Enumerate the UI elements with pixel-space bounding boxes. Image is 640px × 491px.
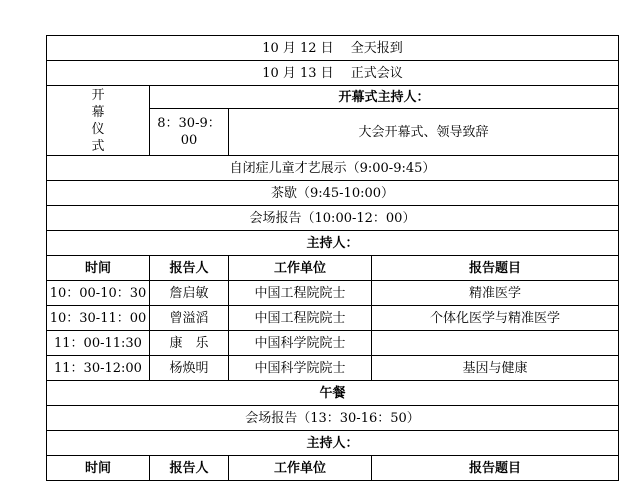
day1-row <box>47 36 619 61</box>
show-row <box>47 156 619 181</box>
row-topic <box>372 331 619 356</box>
row-topic: 基因与健康 <box>372 356 619 381</box>
tea-cell: 茶歇（9:45-10:00） <box>47 181 619 206</box>
header-speaker: 报告人 <box>150 256 229 281</box>
row-speaker: 曾溢滔 <box>150 306 229 331</box>
session2-title: 会场报告（13：30-16：50） <box>47 406 619 431</box>
header-topic: 报告题目 <box>372 456 619 481</box>
session1-header-row <box>47 256 619 281</box>
session1-title: 会场报告（10:00-12：00） <box>47 206 619 231</box>
row-unit: 中国科学院院士 <box>229 356 372 381</box>
session1-host-row <box>47 231 619 256</box>
header-time: 时间 <box>47 256 150 281</box>
session2-host: 主持人： <box>47 431 619 456</box>
row-speaker: 康 乐 <box>150 331 229 356</box>
row-time: 10：00-10：30 <box>47 281 150 306</box>
table-row <box>47 356 619 381</box>
row-time: 11：00-11:30 <box>47 331 150 356</box>
row-unit: 中国工程院院士 <box>229 306 372 331</box>
header-topic: 报告题目 <box>372 256 619 281</box>
session1-title-row <box>47 206 619 231</box>
header-time: 时间 <box>47 456 150 481</box>
row-topic: 个体化医学与精准医学 <box>372 306 619 331</box>
header-unit: 工作单位 <box>229 456 372 481</box>
opening-label: 开幕仪式 <box>47 86 150 156</box>
row-time: 10：30-11：00 <box>47 306 150 331</box>
opening-event: 大会开幕式、领导致辞 <box>229 109 619 156</box>
lunch-cell: 午餐 <box>47 381 619 406</box>
day2-cell: 10 月 13 日 正式会议 <box>47 61 619 86</box>
row-unit: 中国科学院院士 <box>229 331 372 356</box>
session1-host: 主持人： <box>47 231 619 256</box>
session2-header-row <box>47 456 619 481</box>
row-time: 11：30-12:00 <box>47 356 150 381</box>
row-speaker: 杨焕明 <box>150 356 229 381</box>
row-topic: 精准医学 <box>372 281 619 306</box>
opening-host: 开幕式主持人： <box>150 86 619 109</box>
tea-row <box>47 181 619 206</box>
table-row <box>47 331 619 356</box>
opening-host-row <box>47 86 619 109</box>
session2-host-row <box>47 431 619 456</box>
row-unit: 中国工程院院士 <box>229 281 372 306</box>
schedule-table <box>46 35 619 481</box>
header-speaker: 报告人 <box>150 456 229 481</box>
opening-time: 8：30-9：00 <box>150 109 229 156</box>
session2-title-row <box>47 406 619 431</box>
table-row <box>47 306 619 331</box>
table-row <box>47 281 619 306</box>
show-cell: 自闭症儿童才艺展示（9:00-9:45） <box>47 156 619 181</box>
day2-row <box>47 61 619 86</box>
day1-cell: 10 月 12 日 全天报到 <box>47 36 619 61</box>
row-speaker: 詹启敏 <box>150 281 229 306</box>
header-unit: 工作单位 <box>229 256 372 281</box>
lunch-row <box>47 381 619 406</box>
